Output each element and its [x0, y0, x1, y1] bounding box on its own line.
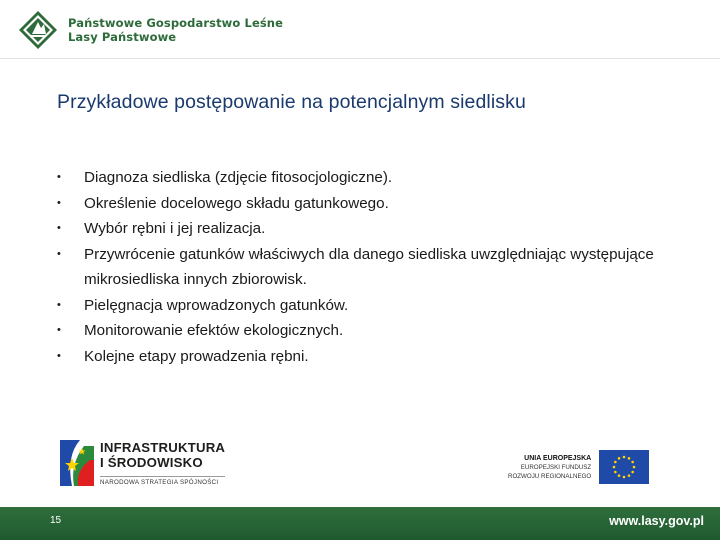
- bullet-item: • Kolejne etapy prowadzenia rębni.: [57, 344, 697, 370]
- eu-flag-icon: [599, 450, 649, 484]
- header: [18, 10, 283, 50]
- infrastruktura-logo-line1: INFRASTRUKTURA: [100, 440, 226, 455]
- eu-star-icon: [632, 471, 635, 474]
- eu-star-icon: [618, 474, 621, 477]
- header-divider: [0, 58, 720, 59]
- infrastruktura-logo-tagline: NARODOWA STRATEGIA SPÓJNOŚCI: [100, 476, 225, 486]
- eu-star-icon: [614, 471, 617, 474]
- bullet-list: [57, 165, 697, 369]
- eu-star-icon: [614, 461, 617, 464]
- slide-title: Przykładowe postępowanie na potencjalnym siedlisku: [57, 91, 526, 113]
- bullet-item: • Diagnoza siedliska (zdjęcie fitosocjologiczne).: [57, 165, 697, 191]
- footer-bar: [0, 507, 720, 540]
- org-name-line1: Państwowe Gospodarstwo Leśne: [68, 16, 283, 30]
- eu-star-icon: [632, 461, 635, 464]
- eu-star-icon: [628, 457, 631, 460]
- eu-star-icon: [618, 457, 621, 460]
- organization-name: [68, 16, 283, 44]
- footer-url: www.lasy.gov.pl: [609, 514, 704, 528]
- infrastruktura-logo-line2: I ŚRODOWISKO: [100, 455, 203, 470]
- eu-star-icon: [633, 466, 636, 469]
- eu-logo: [508, 450, 649, 484]
- page-number: 15: [50, 515, 62, 526]
- infrastruktura-srodowisko-icon: [60, 440, 94, 486]
- eu-star-icon: [623, 476, 626, 479]
- bullet-item: • Monitorowanie efektów ekologicznych.: [57, 318, 697, 344]
- eu-logo-line1: UNIA EUROPEJSKA: [524, 454, 592, 462]
- eu-star-icon: [623, 456, 626, 459]
- eu-star-icon: [628, 474, 631, 477]
- bullet-item: • Pielęgnacja wprowadzonych gatunków.: [57, 293, 697, 319]
- org-name-line2: Lasy Państwowe: [68, 30, 177, 44]
- lasy-panstwowe-logo-icon: [18, 10, 58, 50]
- bullet-item: • Określenie docelowego składu gatunkowego.: [57, 191, 697, 217]
- eu-star-icon: [613, 466, 616, 469]
- eu-logo-line2: EUROPEJSKI FUNDUSZ: [520, 463, 592, 471]
- infrastruktura-srodowisko-logo: [60, 440, 225, 486]
- bullet-item: • Przywrócenie gatunków właściwych dla danego siedliska uwzględniając występujące mikrosiedliska innych zbiorowisk.: [57, 242, 697, 293]
- eu-logo-line3: ROZWOJU REGIONALNEGO: [508, 472, 592, 480]
- bullet-item: • Wybór rębni i jej realizacja.: [57, 216, 697, 242]
